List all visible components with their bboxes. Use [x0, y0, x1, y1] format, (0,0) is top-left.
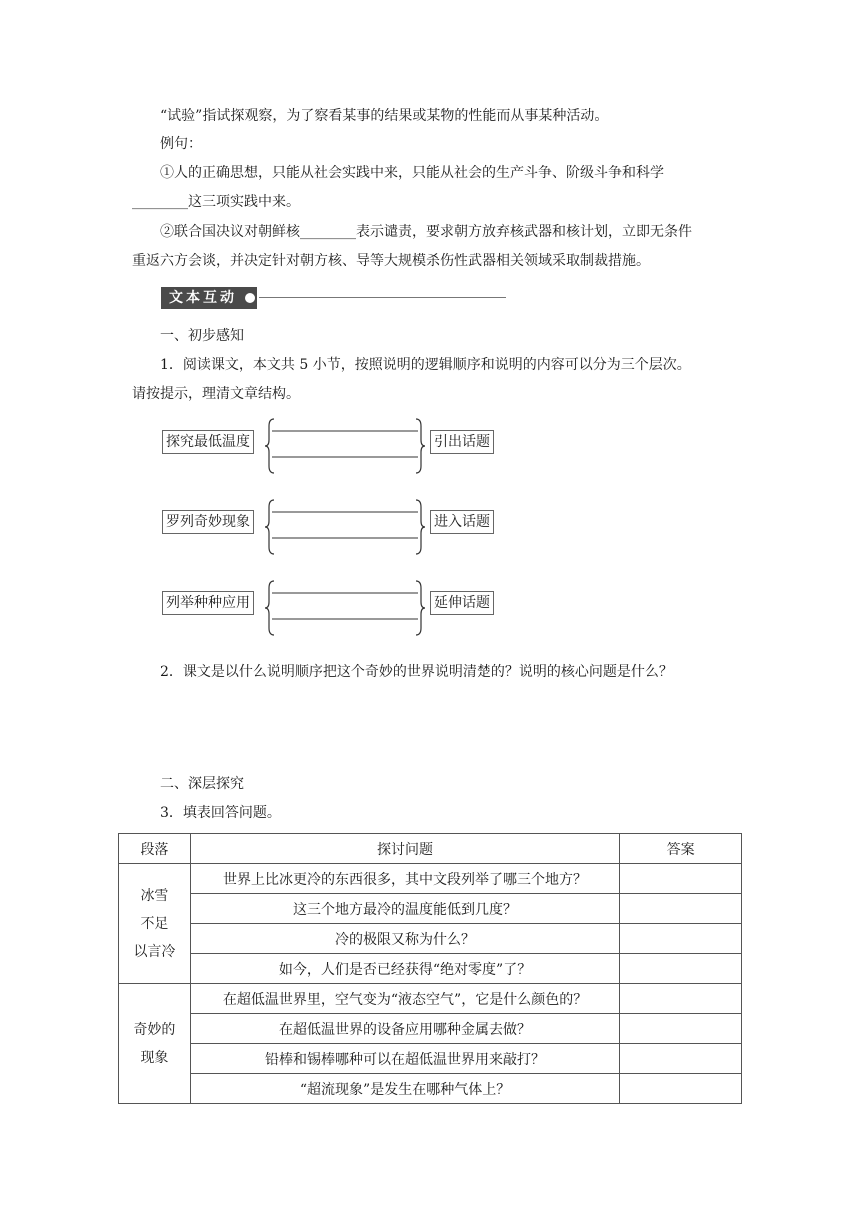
- question-cell: 如今，人们是否已经获得“绝对零度”了？: [190, 954, 619, 984]
- examples-label: 例句：: [160, 136, 202, 152]
- part2-heading: 二、深层探究: [160, 776, 244, 792]
- question-cell: 在超低温世界里，空气变为“液态空气”，它是什么颜色的？: [190, 984, 619, 1014]
- section-divider: [259, 297, 506, 298]
- table-row: [119, 954, 742, 984]
- structure-right-box: 延伸话题: [430, 591, 494, 615]
- example2-line1: ②联合国决议对朝鲜核________表示谴责，要求朝方放弃核武器和核计划，立即无条件: [160, 224, 692, 240]
- question-cell: 这三个地方最冷的温度能低到几度？: [190, 894, 619, 924]
- answer-cell[interactable]: [620, 984, 742, 1014]
- answer-cell[interactable]: [620, 1074, 742, 1104]
- question-cell: 铅棒和锡棒哪种可以在超低温世界用来敲打？: [190, 1044, 619, 1074]
- paragraph-label-line: 现象: [140, 1049, 169, 1066]
- table-header-row: [119, 834, 742, 864]
- brace-frame: [265, 580, 425, 636]
- table-row: [119, 894, 742, 924]
- table-header-answer: 答案: [620, 834, 742, 864]
- brace-frame: [265, 499, 425, 555]
- paragraph-label-line: 以言冷: [133, 943, 176, 960]
- table-row: [119, 1074, 742, 1104]
- answer-cell[interactable]: [620, 924, 742, 954]
- structure-left-box: 罗列奇妙现象: [162, 510, 254, 534]
- answer-cell[interactable]: [620, 894, 742, 924]
- paragraph-cell-2: [119, 984, 191, 1104]
- part1-heading: 一、初步感知: [160, 328, 244, 344]
- table-row: [119, 1014, 742, 1044]
- question-table: [118, 833, 742, 1104]
- example1-line2: ________这三项实践中来。: [132, 194, 300, 210]
- table-row: [119, 1044, 742, 1074]
- question-cell: 在超低温世界的设备应用哪种金属去做？: [190, 1014, 619, 1044]
- brace-frame: [265, 418, 425, 474]
- question2: 2．课文是以什么说明顺序把这个奇妙的世界说明清楚的？说明的核心问题是什么？: [160, 664, 673, 680]
- paragraph-label-line: 冰雪: [140, 887, 169, 904]
- answer-cell[interactable]: [620, 1044, 742, 1074]
- structure-left-box: 探究最低温度: [162, 430, 254, 454]
- table-row: [119, 864, 742, 894]
- question3: 3．填表回答问题。: [160, 805, 281, 821]
- question-cell: “超流现象”是发生在哪种气体上？: [190, 1074, 619, 1104]
- question1-line2: 请按提示，理清文章结构。: [132, 386, 300, 402]
- answer-cell[interactable]: [620, 1014, 742, 1044]
- question1-line1: 1．阅读课文，本文共 5 小节，按照说明的逻辑顺序和说明的内容可以分为三个层次。: [160, 357, 691, 373]
- section-dot-icon: [245, 293, 255, 303]
- question-cell: 冷的极限又称为什么？: [190, 924, 619, 954]
- answer-cell[interactable]: [620, 864, 742, 894]
- table-row: [119, 924, 742, 954]
- table-header-question: 探讨问题: [190, 834, 619, 864]
- table-row: [119, 984, 742, 1014]
- definition-text: “试验”指试探观察，为了察看某事的结果或某物的性能而从事某种活动。: [160, 108, 609, 124]
- question-cell: 世界上比冰更冷的东西很多，其中文段列举了哪三个地方？: [190, 864, 619, 894]
- answer-cell[interactable]: [620, 954, 742, 984]
- structure-left-box: 列举种种应用: [162, 591, 254, 615]
- section-title: 文本互动: [161, 287, 257, 309]
- example2-line2: 重返六方会谈，并决定针对朝方核、导等大规模杀伤性武器相关领域采取制裁措施。: [132, 253, 650, 269]
- section-header: [161, 287, 506, 309]
- paragraph-label-line: 奇妙的: [133, 1021, 176, 1038]
- paragraph-label-line: 不足: [140, 915, 169, 932]
- structure-right-box: 进入话题: [430, 510, 494, 534]
- table-header-paragraph: 段落: [119, 834, 191, 864]
- structure-right-box: 引出话题: [430, 430, 494, 454]
- paragraph-cell-1: [119, 864, 191, 984]
- example1-line1: ①人的正确思想，只能从社会实践中来，只能从社会的生产斗争、阶级斗争和科学: [160, 165, 664, 181]
